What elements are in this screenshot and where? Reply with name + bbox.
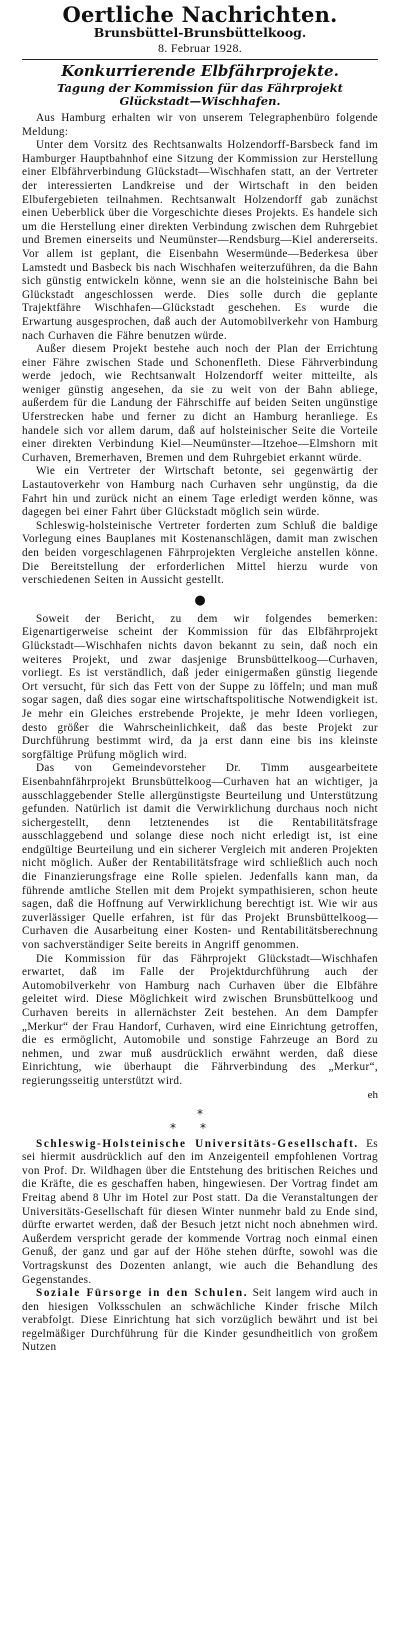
article-headline: Konkurrierende Elbfährprojekte. (61, 62, 339, 80)
section-subtitle: Brunsbüttel-Brunsbüttelkoog. (93, 25, 307, 40)
asterism-left: * (170, 1120, 200, 1135)
article-paragraph: Außer diesem Projekt bestehe auch noch der Plan der Errichtung einer Fähre zwischen Stade und Schonenfleth. Diese Fährverbindung werde jedoch, wie Rechtsanwalt Holzendorff weiter mitteilte, als weniger günstig angesehen, da sie zu weit von der Bahn abliege, außerdem für die Landung der Fährschiffe auf beiden Seiten ungünstige Uferstrecken habe und ferner zu dicht an Hamburg heranliege. Es handele sich vor allem darum, daß auf holsteinischer Seite die Vorteile einer direkten Verbindung Kiel—Neumünster—Itzehoe—Elmshorn mit Curhaven, Bremerhaven, Bremen und dem Ruhrgebiet erkannt würde. (22, 343, 378, 464)
article-paragraph: Schleswig-holsteinische Vertreter forderten zum Schluß die baldige Vorlegung eines Bauplanes mit Kostenanschlägen, damit man zwischen den beiden vorgeschlagenen Fährprojekten Vergleiche anstellen könne. Die Bereitstellung der erforderlichen Mittel hierzu wurde von verschiedenen Seiten in Aussicht gestellt. (22, 519, 378, 587)
article-commentary (22, 613, 378, 1101)
article-paragraph: Unter dem Vorsitz des Rechtsanwalts Holzendorff-Barsbeck fand im Hamburger Hauptbahnhof eine Sitzung der Kommission zur Herstellung einer Elbfährverbindung Glückstadt—Wischhafen statt, an der Vertreter der interessierten Landkreise und der Wirtschaft in den beiden Elbufergebieten teilnahmen. Rechtsanwalt Holzendorff gab zunächst einen Ueberblick über die Vorgeschichte dieses Projekts. Es handele sich um die Herstellung einer direkten Verbindung zwischen dem Ruhrgebiet und Bremen einerseits und Neumünster—Rendsburg—Kiel andererseits. Vor allem ist geplant, die Eisenbahn Wesermünde—Bederkesa über Lamstedt und Basbeck bis nach Wischhafen weiterzuführen, da die Bahn sich günstig entwickeln könne, wenn sie an die holsteinische Bahn bei Glückstadt angeschlossen werde. Dies solle durch die geplante Trajektfähre Wischhafen—Glückstadt geschehen. Es wurde die Erwartung ausgesprochen, daß auch der Automobilverkehr von Hamburg nach Curhaven die Fähre benutzen würde. (22, 139, 378, 342)
asterism-separator (22, 1107, 378, 1135)
article-paragraph: Wie ein Vertreter der Wirtschaft betonte, sei gegenwärtig der Lastautoverkehr von Hamburg nach Curhaven sehr ungünstig, da die Fahrt hin und zurück nicht an einem Tage erledigt werden könne, was dagegen bei einer Fahrt über Glückstadt möglich sein würde. (22, 465, 378, 519)
article-text: Es sei hiermit ausdrücklich auf den im Anzeigenteil empfohlenen Vortrag von Prof. Dr. Wildhagen über die Entstehung des britischen Reiches und die Kräfte, die es geschaffen haben, hingewiesen. Der Vortrag findet am Freitag abend 8 Uhr im Hotel zur Post statt. Da die Veranstaltungen der Universitäts-Gesellschaft für diesen Winter nunmehr bald zu Ende sind, dürfte erwartet werden, daß der Besuch jetzt nicht noch abnehmen wird. Außerdem verspricht gerade der kommende Vortrag noch einmal einen Genuß, der ganz und gar auf der Höhe stehen dürfte, sowohl was die Vortragskunst des Dozenten anlangt, wie auch die Behandlung des Gegenstandes. (22, 1137, 378, 1286)
article-paragraph: Das von Gemeindevorsteher Dr. Timm ausgearbeitete Eisenbahnfährprojekt Brunsbüttelkoog—Curhaven hat an wichtiger, ja ausschlaggebender Stelle allergünstigste Beurteilung und Unterstützung gefunden. Natürlich ist damit die Verwirklichung durchaus noch nicht sichergestellt, denn letztenendes ist die Rentabilitätsfrage ausschlaggebend und solange diese noch nicht erledigt ist, ist eine endgültige Beurteilung und ein sicherer Vergleich mit anderen Projekten nicht möglich. Außer der Rentabilitätsfrage wird schließlich auch noch die Finanzierungsfrage eine Rolle spielen. Jedenfalls kann man, da führende amtliche Stellen mit dem Projekt sympathisieren, schon heute sagen, daß die Hoffnung auf Verwirklichung berechtigt ist. Wie wir aus zuverlässiger Quelle erfahren, ist für das Projekt Brunsbüttelkoog—Curhaven die Ausarbeitung einer Kosten- und Rentabilitätsberechnung von sachverständiger Seite bereits in Angriff genommen. (22, 762, 378, 952)
author-signature: eh (367, 1088, 378, 1101)
header-rule (22, 59, 378, 60)
article-paragraph: Soweit der Bericht, zu dem wir folgendes bemerken: Eigenartigerweise scheint der Kommission für das Elbfährprojekt Glückstadt—Wischhafen nichts davon bekannt zu sein, daß noch ein weiteres Projekt, und zwar dasjenige Brunsbüttelkoog—Curhaven, vorliegt. Es ist verständlich, daß jeder einigermaßen günstig liegende Ort versucht, für sich das Fett von der Suppe zu löffeln; und man muß sogar sagen, daß dies sogar eine wirtschaftspolitische Notwendigkeit ist. Je mehr ein Gleiches erstrebende Projekte, je mehr Ideen vorliegen, desto größer die Wahrscheinlichkeit, daß das beste Projekt zur Durchführung bestimmt wird, da ja erst dann eine bis ins kleinste sorgfältige Prüfung möglich wird. (22, 612, 378, 761)
asterism-right: * (200, 1120, 230, 1135)
article-lead: Soziale Fürsorge in den Schulen. (36, 1287, 249, 1300)
asterism-top: * (197, 1106, 203, 1121)
bullet-separator: ● (194, 592, 206, 608)
article-paragraph: Aus Hamburg erhalten wir von unserem Telegraphenbüro folgende Meldung: (22, 112, 378, 138)
publication-date: 8. Februar 1928. (157, 41, 243, 55)
section-title: Oertliche Nachrichten. (62, 2, 338, 27)
article-text: Seit langem wird auch in den hiesigen Volksschulen an schwächliche Kinder frische Milch verabfolgt. Diese Einrichtung hat sich vorzüglich bewährt und ist bei regelmäßiger Durchführung für die Kinder gesundheitlich von großem Nutzen (22, 1287, 379, 1354)
article-elbfaehre (22, 63, 378, 588)
article-lead: Schleswig-Holsteinische Universitäts-Gesellschaft. (36, 1137, 359, 1150)
article-subheadline: Tagung der Kommission für das Fährprojekt Glückstadt—Wischhafen. (57, 81, 343, 108)
article-school-welfare (22, 1287, 378, 1355)
article-university-society (22, 1138, 378, 1288)
article-paragraph: Die Kommission für das Fährprojekt Glückstadt—Wischhafen erwartet, daß im Falle der Projektdurchführung auch der Automobilverkehr von Hamburg nach Curhaven über die Elbfähre geleitet wird. Diese Möglichkeit wird zwischen Brunsbüttelkoog und Curhaven bereits in allernächster Zeit bestehen. An dem Dampfer „Merkur“ der Frau Handorf, Curhaven, wird eine Einrichtung getroffen, die es ermöglicht, Automobile und sonstige Fahrzeuge an Bord zu nehmen, und zwar muß ausdrücklich erwähnt werden, daß diese Einrichtung, wie überhaupt die Fährverbindung des „Merkur“, regierungsseitig unterstützt wird. (22, 952, 378, 1087)
